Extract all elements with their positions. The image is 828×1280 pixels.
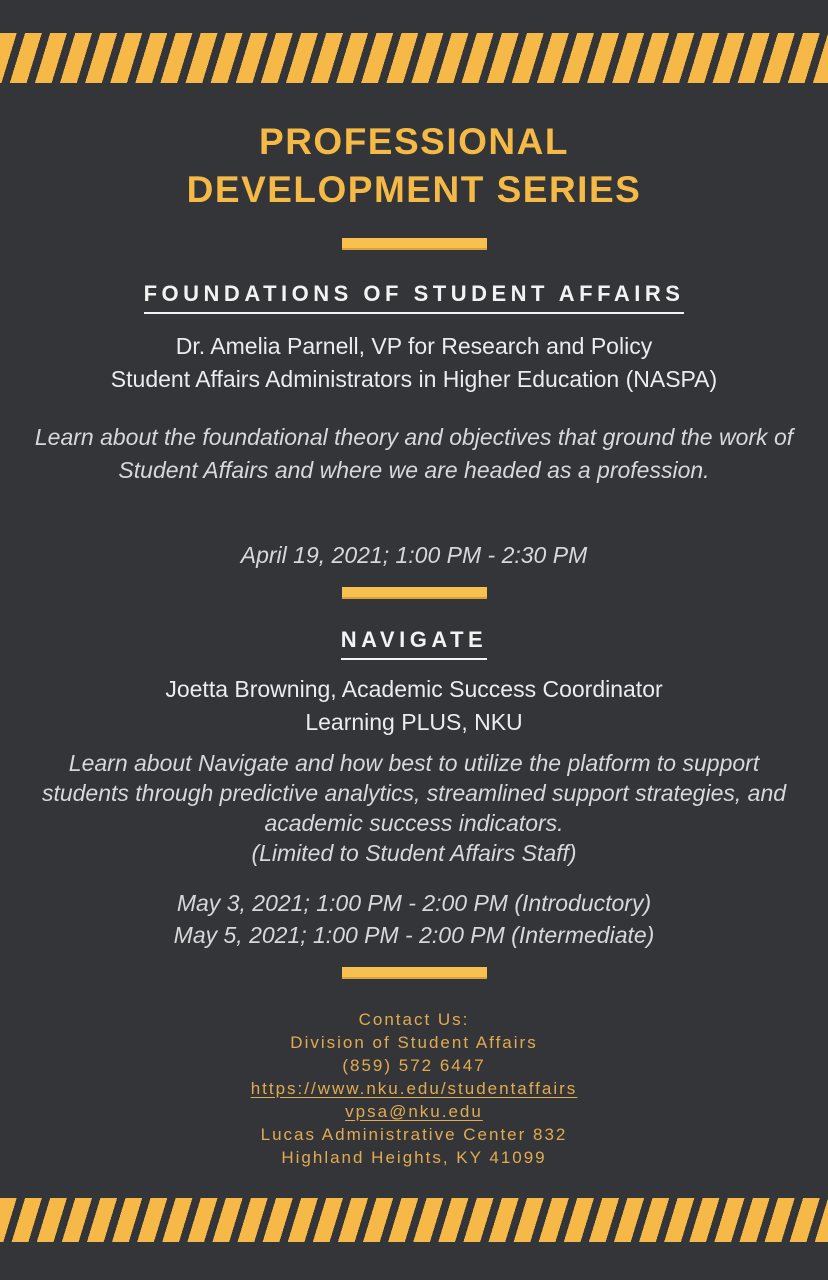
contact-address-line-2: Highland Heights, KY 41099 — [281, 1148, 547, 1167]
section-divider-3 — [342, 967, 487, 979]
session-2-heading-text: NAVIGATE — [341, 627, 487, 660]
website-link[interactable]: https://www.nku.edu/studentaffairs — [250, 1079, 578, 1098]
title-line-1: PROFESSIONAL — [259, 121, 569, 162]
session-2-date-1: May 3, 2021; 1:00 PM - 2:00 PM (Introductory) — [176, 890, 652, 916]
hazard-stripe-top — [0, 33, 828, 83]
session-1-date-1: April 19, 2021; 1:00 PM - 2:30 PM — [240, 542, 588, 568]
session-1-heading-text: FOUNDATIONS OF STUDENT AFFAIRS — [144, 281, 685, 314]
session-1-speaker-line-1: Dr. Amelia Parnell, VP for Research and Policy — [175, 333, 653, 359]
section-divider-2 — [342, 587, 487, 599]
session-2-speaker-line-1: Joetta Browning, Academic Success Coordinator — [165, 676, 663, 702]
session-2-heading — [0, 627, 828, 660]
session-1-description: Learn about the foundational theory and objectives that ground the work of Student Affairs and where we are headed as a profession. — [34, 424, 794, 483]
contact-website-row — [0, 1077, 828, 1100]
session-2-description — [0, 748, 828, 868]
poster-title — [0, 118, 828, 214]
session-1-speakers — [0, 330, 828, 396]
contact-label: Contact Us: — [358, 1010, 470, 1029]
contact-org: Division of Student Affairs — [290, 1033, 538, 1052]
contact-block — [0, 1008, 828, 1169]
session-1-dates — [0, 539, 828, 571]
section-divider-1 — [342, 238, 487, 250]
title-line-2: DEVELOPMENT SERIES — [186, 169, 642, 210]
session-2-date-2: May 5, 2021; 1:00 PM - 2:00 PM (Intermediate) — [173, 922, 655, 948]
contact-phone: (859) 572 6447 — [342, 1056, 486, 1075]
contact-email-row — [0, 1100, 828, 1123]
session-2-speakers — [0, 673, 828, 739]
hazard-stripe-bottom — [0, 1198, 828, 1242]
email-link[interactable]: vpsa@nku.edu — [345, 1102, 483, 1121]
session-2-speaker-line-2: Learning PLUS, NKU — [305, 709, 523, 735]
session-2-description-text: Learn about Navigate and how best to utilize the platform to support students through predictive analytics, streamlined support strategies, and academic success indicators. — [41, 750, 787, 836]
session-1-heading — [0, 281, 828, 314]
session-2-note: (Limited to Student Affairs Staff) — [251, 840, 577, 866]
contact-address-line-1: Lucas Administrative Center 832 — [260, 1125, 568, 1144]
session-2-dates — [0, 887, 828, 951]
session-1-speaker-line-2: Student Affairs Administrators in Higher Education (NASPA) — [110, 366, 718, 392]
